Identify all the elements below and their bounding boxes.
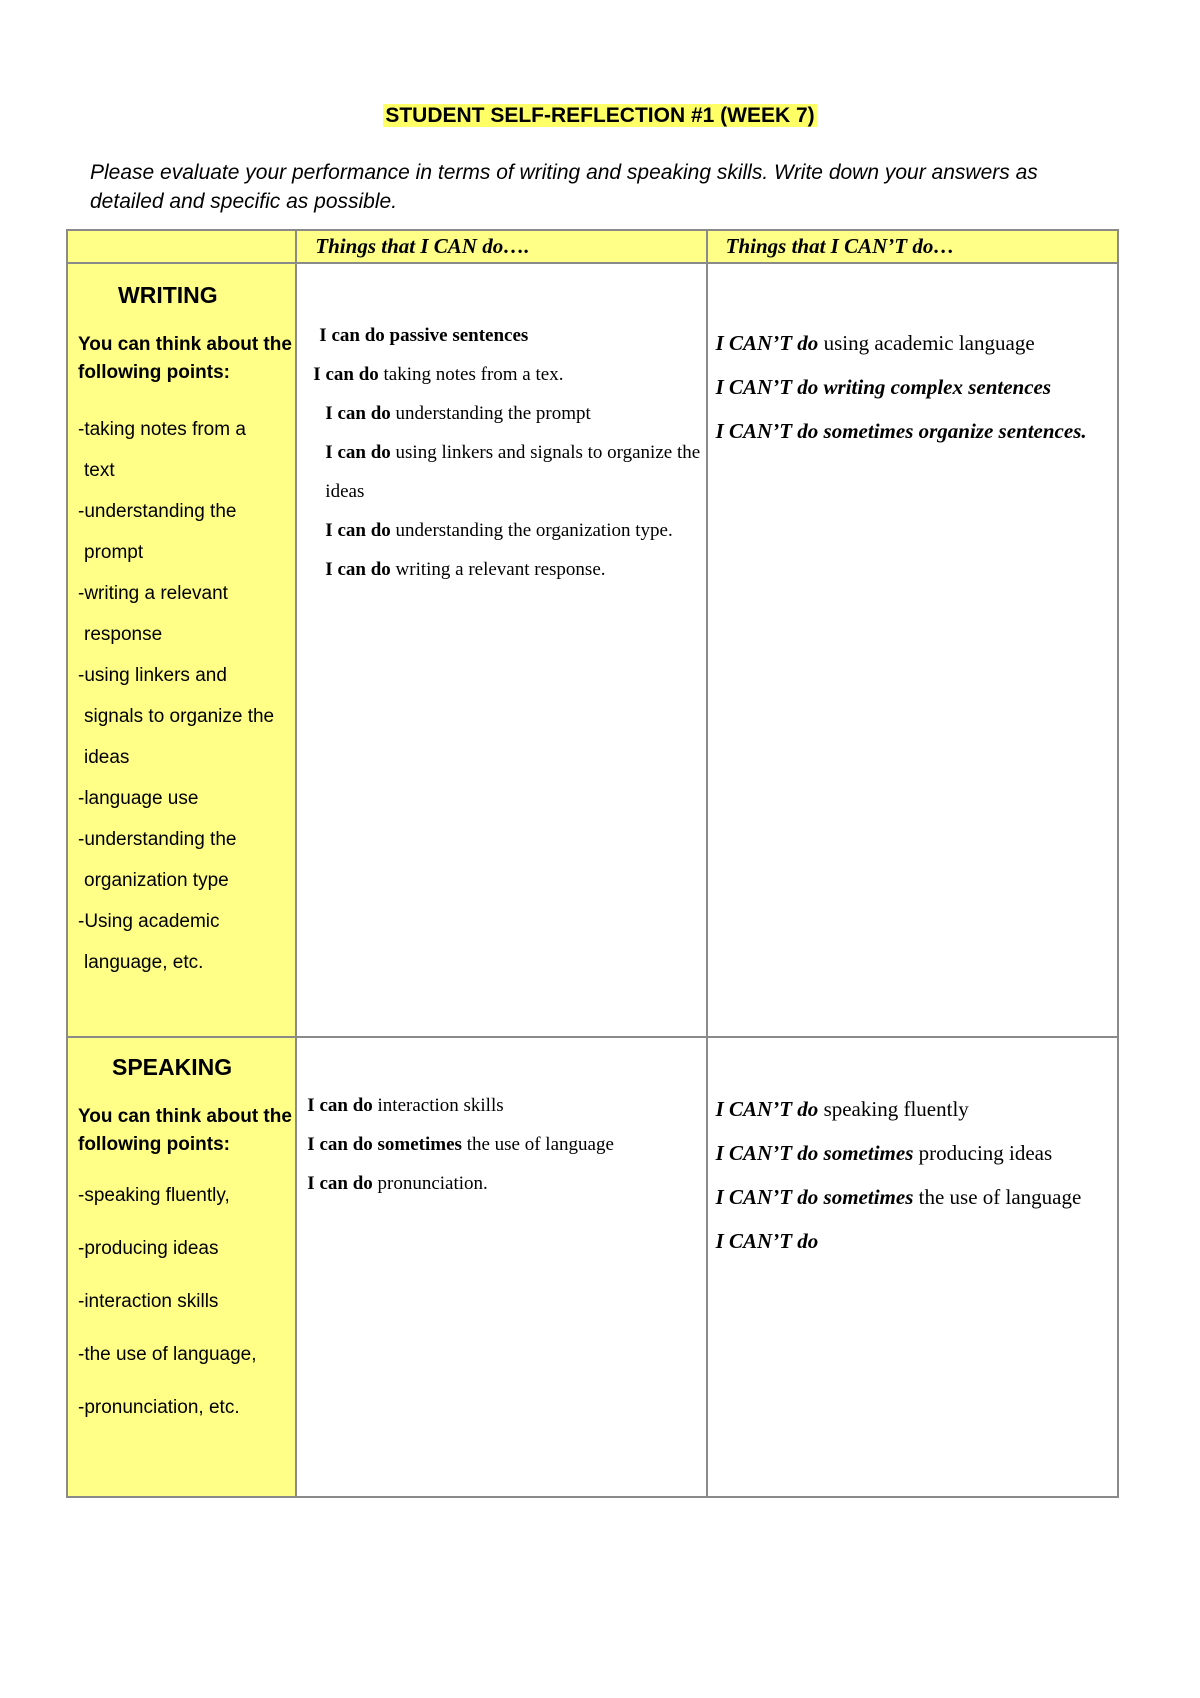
can-entry: [297, 1164, 705, 1203]
speaking-cant-list: [716, 1088, 1109, 1262]
cant-entry: [716, 410, 1109, 452]
entry-lead: I CAN’T do: [715, 1229, 819, 1253]
entry-lead: I can do: [307, 1095, 373, 1116]
point-item: -understanding the: [78, 829, 237, 850]
writing-title: WRITING: [118, 282, 218, 308]
entry-lead: I CAN’T do sometimes: [715, 1185, 914, 1209]
point-item: response: [84, 624, 163, 645]
speaking-cant-cell: [707, 1037, 1118, 1497]
speaking-prompt-cell: [67, 1037, 296, 1497]
entry-text: the use of language: [461, 1134, 614, 1155]
entry-text: producing ideas: [913, 1141, 1053, 1165]
point-item: -language use: [78, 788, 199, 809]
header-can-cell: [296, 230, 706, 263]
point-item: text: [84, 460, 115, 481]
cant-entry: [716, 1132, 1109, 1174]
reflection-table: [66, 229, 1119, 1498]
cant-entry: [716, 366, 1109, 408]
header-cant-cell: [707, 230, 1118, 263]
writing-can-cell: [296, 263, 706, 1037]
point-item: prompt: [84, 542, 144, 563]
writing-cant-list: [716, 322, 1109, 452]
entry-lead: I can do sometimes: [307, 1134, 462, 1155]
can-entry: [297, 1125, 705, 1164]
cant-entry: [716, 1176, 1109, 1218]
entry-lead: I can do: [307, 1173, 373, 1194]
can-entry: [297, 433, 705, 511]
page-title: STUDENT SELF-REFLECTION #1 (WEEK 7): [385, 104, 815, 127]
speaking-can-cell: [296, 1037, 706, 1497]
entry-lead: I can do: [325, 442, 391, 463]
table-header-row: [67, 230, 1118, 263]
can-entry: [297, 550, 705, 589]
entry-lead: I can do: [313, 364, 379, 385]
entry-text: the use of language: [913, 1185, 1082, 1209]
entry-lead: I can do: [325, 403, 391, 424]
writing-intro: You can think about the following points:: [78, 334, 292, 383]
can-entry: [297, 511, 705, 550]
entry-text: using academic language: [818, 331, 1035, 355]
entry-text: interaction skills: [372, 1095, 504, 1116]
header-cant: Things that I CAN’T do…: [725, 234, 955, 258]
instructions: Please evaluate your performance in terms of writing and speaking skills. Write down your answers as detailed and specific as possible.: [90, 161, 1038, 213]
writing-cant-cell: [707, 263, 1118, 1037]
point-item: -producing ideas: [78, 1238, 219, 1259]
point-item: -Using academic: [78, 911, 220, 932]
entry-text: understanding the organization type.: [390, 520, 673, 541]
can-entry: [297, 355, 705, 394]
entry-text: writing a relevant response.: [390, 559, 606, 580]
point-item: -speaking fluently,: [78, 1185, 230, 1206]
entry-text: speaking fluently: [818, 1097, 969, 1121]
entry-lead: I can do: [325, 559, 391, 580]
entry-lead: I CAN’T do writing complex sentences: [715, 375, 1052, 399]
speaking-title: SPEAKING: [112, 1054, 233, 1080]
header-can: Things that I CAN do….: [315, 234, 530, 258]
cant-entry: [716, 1220, 1109, 1262]
entry-text: pronunciation.: [372, 1173, 488, 1194]
speaking-can-list: [297, 1086, 705, 1203]
writing-row: [67, 263, 1118, 1037]
point-item: signals to organize the: [84, 706, 275, 727]
header-empty-cell: [67, 230, 296, 263]
speaking-row: [67, 1037, 1118, 1497]
can-entry: [297, 394, 705, 433]
point-item: -interaction skills: [78, 1291, 219, 1312]
entry-text: using linkers and signals to organize the ideas: [325, 442, 701, 502]
entry-text: taking notes from a tex.: [378, 364, 564, 385]
point-item: -the use of language,: [78, 1344, 257, 1365]
entry-lead: I CAN’T do sometimes organize sentences.: [715, 419, 1087, 443]
entry-lead: I can do passive sentences: [319, 325, 529, 346]
point-item: -using linkers and: [78, 665, 227, 686]
point-item: ideas: [84, 747, 130, 768]
point-item: -pronunciation, etc.: [78, 1397, 240, 1418]
point-item: -taking notes from a: [78, 419, 246, 440]
cant-entry: [716, 322, 1109, 364]
entry-lead: I CAN’T do sometimes: [715, 1141, 914, 1165]
writing-prompt-cell: [67, 263, 296, 1037]
cant-entry: [716, 1088, 1109, 1130]
entry-lead: I CAN’T do: [715, 1097, 819, 1121]
entry-text: understanding the prompt: [390, 403, 591, 424]
point-item: language, etc.: [84, 952, 204, 973]
point-item: -understanding the: [78, 501, 237, 522]
can-entry: [297, 316, 705, 355]
entry-lead: I can do: [325, 520, 391, 541]
writing-points-list: [78, 409, 295, 983]
speaking-intro: You can think about the following points:: [78, 1106, 292, 1155]
entry-lead: I CAN’T do: [715, 331, 819, 355]
can-entry: [297, 1086, 705, 1125]
speaking-points-list: [78, 1169, 295, 1434]
writing-can-list: [297, 316, 705, 589]
point-item: organization type: [84, 870, 229, 891]
point-item: -writing a relevant: [78, 583, 228, 604]
